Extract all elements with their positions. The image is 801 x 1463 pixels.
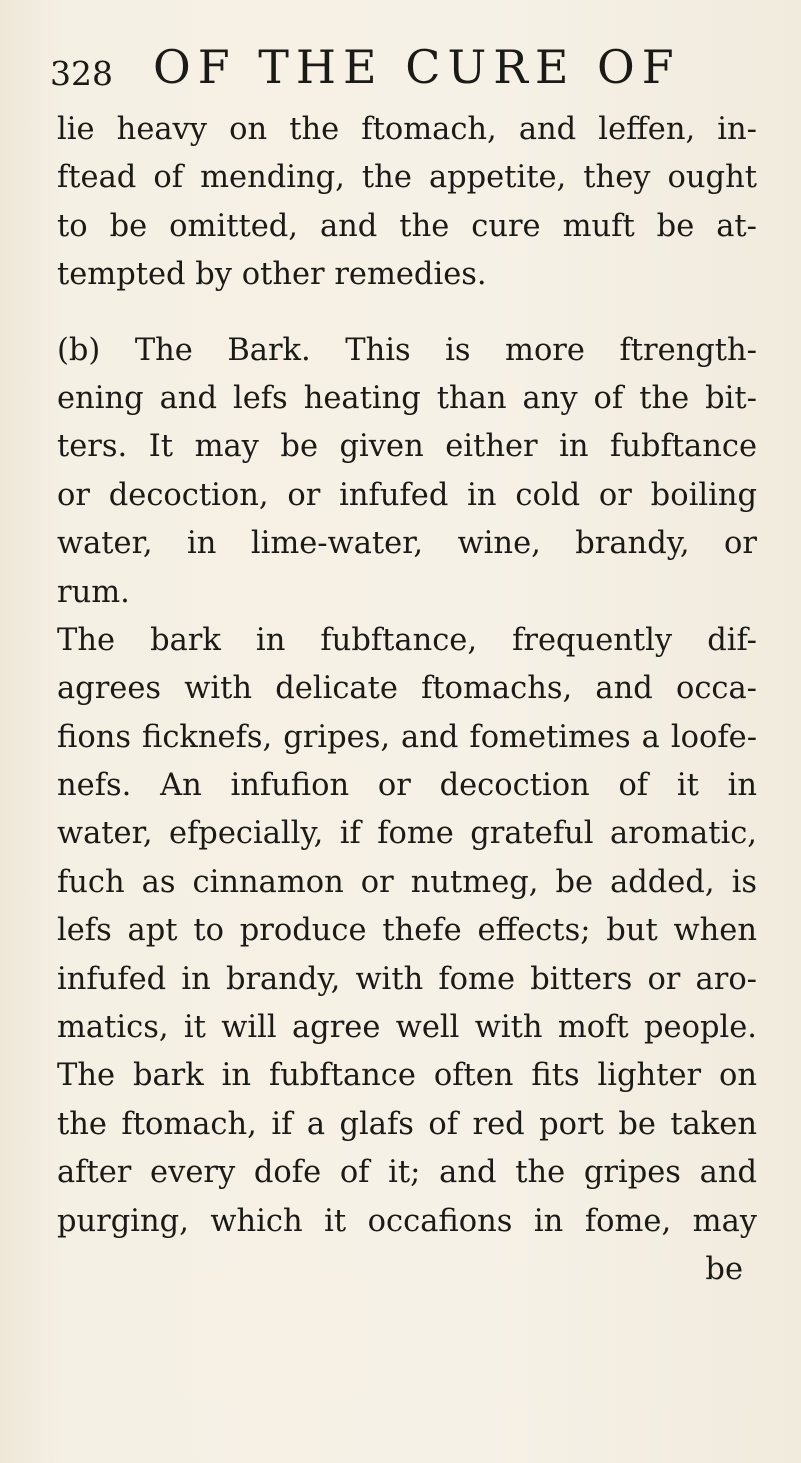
text-line: after every dofe of it; and the gripes and bbox=[57, 1155, 757, 1191]
page-number: 328 bbox=[50, 54, 113, 93]
text-line: fions ficknefs, gripes, and fometimes a loofe- bbox=[57, 719, 757, 755]
text-line: The bark in fubftance often fits lighter on bbox=[57, 1058, 757, 1094]
text-line: water, efpecially, if fome grateful aromatic, bbox=[57, 816, 757, 852]
text-line: matics, it will agree well with moft people. bbox=[57, 1010, 757, 1046]
text-line: or decoction, or infufed in cold or boiling bbox=[57, 477, 757, 513]
catchword: be bbox=[705, 1251, 743, 1287]
text-line: tempted by other remedies. bbox=[57, 257, 487, 293]
text-line: to be omitted, and the cure muft be at- bbox=[57, 208, 757, 244]
text-line: agrees with delicate ftomachs, and occa- bbox=[57, 671, 757, 707]
text-line: nefs. An infufion or decoction of it in bbox=[57, 768, 757, 804]
text-line: purging, which it occafions in fome, may bbox=[57, 1203, 757, 1239]
text-line: ters. It may be given either in fubftance bbox=[57, 429, 757, 465]
body-text bbox=[57, 106, 757, 1294]
text-line: lefs apt to produce thefe effects; but when bbox=[57, 913, 757, 949]
text-line: (b) The Bark. This is more ftrength- bbox=[57, 332, 757, 368]
text-line: rum. bbox=[57, 574, 130, 610]
text-line: ftead of mending, the appetite, they ought bbox=[57, 160, 757, 196]
text-line: The bark in fubftance, frequently dif- bbox=[57, 622, 757, 658]
text-line: the ftomach, if a glafs of red port be taken bbox=[57, 1106, 757, 1142]
running-head: OF THE CURE OF bbox=[153, 40, 681, 94]
text-line: infufed in brandy, with fome bitters or aro- bbox=[57, 961, 757, 997]
text-line: water, in lime-water, wine, brandy, or bbox=[57, 526, 757, 562]
text-line: fuch as cinnamon or nutmeg, be added, is bbox=[57, 864, 757, 900]
page-header bbox=[50, 40, 750, 102]
text-line: ening and lefs heating than any of the bit- bbox=[57, 380, 757, 416]
text-line: lie heavy on the ftomach, and leffen, in- bbox=[57, 112, 757, 147]
